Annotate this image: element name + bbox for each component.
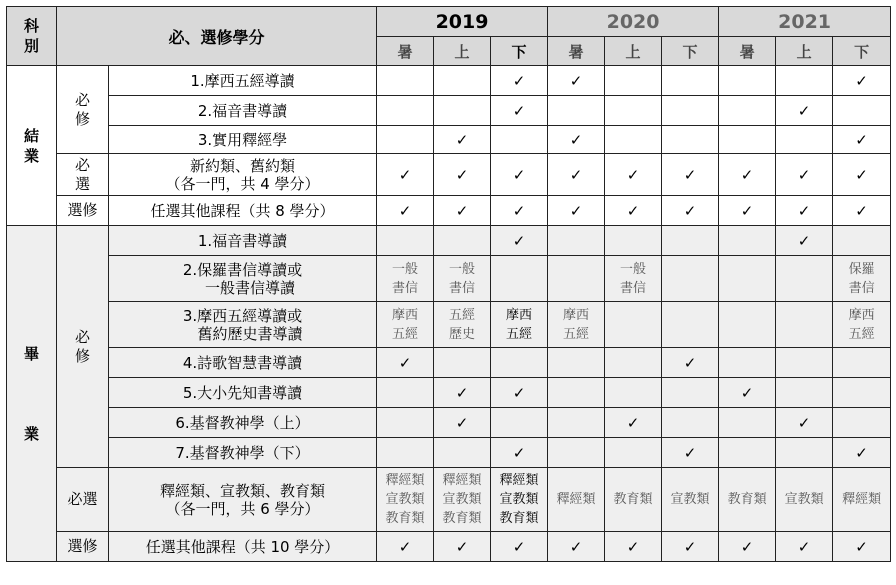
- course-name-cell: 任選其他課程（共 10 學分）: [109, 532, 377, 562]
- course-name-cell: 任選其他課程（共 8 學分）: [109, 196, 377, 226]
- offered-check-cell: ✓: [662, 196, 719, 226]
- empty-term-cell: [776, 378, 833, 408]
- empty-term-cell: [719, 96, 776, 126]
- empty-term-cell: [377, 126, 434, 154]
- course-row: [7, 378, 891, 408]
- term-header-2019-summer: 暑: [377, 37, 434, 66]
- offered-check-cell: ✓: [548, 154, 605, 196]
- empty-term-cell: [605, 96, 662, 126]
- subject-header: 必、選修學分: [57, 7, 377, 66]
- requirement-type-cell: 選修: [57, 532, 109, 562]
- course-row: [7, 126, 891, 154]
- empty-term-cell: [662, 126, 719, 154]
- empty-term-cell: [491, 256, 548, 302]
- term-header-2020-fall: 上: [605, 37, 662, 66]
- offered-check-cell: ✓: [833, 154, 891, 196]
- course-row: [7, 96, 891, 126]
- empty-term-cell: [491, 348, 548, 378]
- offered-check-cell: ✓: [833, 66, 891, 96]
- offered-check-cell: ✓: [776, 532, 833, 562]
- offered-check-cell: ✓: [833, 438, 891, 468]
- empty-term-cell: [719, 126, 776, 154]
- term-header-2021-spring: 下: [833, 37, 891, 66]
- course-name-cell: 7.基督教神學（下）: [109, 438, 377, 468]
- credit-table-container: [6, 6, 891, 562]
- offered-note-cell: 一般 書信: [377, 256, 434, 302]
- offered-note-cell: 五經 歷史: [434, 302, 491, 348]
- offered-check-cell: ✓: [491, 196, 548, 226]
- course-row: [7, 348, 891, 378]
- empty-term-cell: [833, 96, 891, 126]
- category-cell-graduation-cert: [7, 66, 57, 226]
- empty-term-cell: [377, 378, 434, 408]
- empty-term-cell: [548, 408, 605, 438]
- offered-check-cell: ✓: [434, 532, 491, 562]
- requirement-type-cell: 必 修: [57, 226, 109, 468]
- empty-term-cell: [377, 96, 434, 126]
- offered-check-cell: ✓: [776, 408, 833, 438]
- offered-check-cell: ✓: [377, 532, 434, 562]
- offered-note-cell: 釋經類 宣教類 教育類: [434, 468, 491, 532]
- course-row: [7, 154, 891, 196]
- empty-term-cell: [548, 96, 605, 126]
- offered-check-cell: ✓: [434, 196, 491, 226]
- empty-term-cell: [776, 302, 833, 348]
- offered-check-cell: ✓: [605, 408, 662, 438]
- empty-term-cell: [491, 126, 548, 154]
- course-name-cell: 1.摩西五經導讀: [109, 66, 377, 96]
- empty-term-cell: [833, 378, 891, 408]
- course-name-cell: 釋經類、宣教類、教育類 （各一門，共 6 學分）: [109, 468, 377, 532]
- offered-check-cell: ✓: [491, 378, 548, 408]
- course-row: [7, 66, 891, 96]
- offered-check-cell: ✓: [719, 378, 776, 408]
- offered-check-cell: ✓: [719, 532, 776, 562]
- empty-term-cell: [434, 96, 491, 126]
- offered-check-cell: ✓: [434, 126, 491, 154]
- offered-check-cell: ✓: [377, 196, 434, 226]
- empty-term-cell: [605, 126, 662, 154]
- course-name-cell: 2.保羅書信導讀或 一般書信導讀: [109, 256, 377, 302]
- offered-note-cell: 摩西 五經: [377, 302, 434, 348]
- empty-term-cell: [662, 378, 719, 408]
- offered-note-cell: 宣教類: [776, 468, 833, 532]
- offered-check-cell: ✓: [662, 532, 719, 562]
- credit-schedule-table: [6, 6, 891, 562]
- empty-term-cell: [776, 66, 833, 96]
- year-header-2021: 2021: [719, 7, 891, 37]
- empty-term-cell: [434, 438, 491, 468]
- offered-check-cell: ✓: [662, 348, 719, 378]
- requirement-type-cell: 必選: [57, 468, 109, 532]
- empty-term-cell: [662, 66, 719, 96]
- empty-term-cell: [605, 348, 662, 378]
- offered-check-cell: ✓: [491, 438, 548, 468]
- requirement-type-cell: 選修: [57, 196, 109, 226]
- offered-note-cell: 宣教類: [662, 468, 719, 532]
- offered-check-cell: ✓: [491, 532, 548, 562]
- course-row: [7, 408, 891, 438]
- category-label: 畢 業: [23, 344, 39, 443]
- course-row: [7, 256, 891, 302]
- category-cell-diploma: [7, 226, 57, 562]
- offered-check-cell: ✓: [833, 532, 891, 562]
- offered-check-cell: ✓: [491, 226, 548, 256]
- category-header: [7, 7, 57, 66]
- empty-term-cell: [605, 302, 662, 348]
- empty-term-cell: [605, 378, 662, 408]
- offered-check-cell: ✓: [605, 532, 662, 562]
- offered-check-cell: ✓: [776, 196, 833, 226]
- course-name-cell: 2.福音書導讀: [109, 96, 377, 126]
- empty-term-cell: [719, 256, 776, 302]
- empty-term-cell: [833, 348, 891, 378]
- course-row: [7, 468, 891, 532]
- term-header-2021-fall: 上: [776, 37, 833, 66]
- offered-check-cell: ✓: [491, 154, 548, 196]
- term-header-2019-fall: 上: [434, 37, 491, 66]
- offered-check-cell: ✓: [662, 438, 719, 468]
- empty-term-cell: [434, 66, 491, 96]
- offered-check-cell: ✓: [548, 532, 605, 562]
- empty-term-cell: [605, 66, 662, 96]
- category-label: 結 業: [23, 126, 39, 165]
- offered-check-cell: ✓: [548, 66, 605, 96]
- offered-note-cell: 摩西 五經: [548, 302, 605, 348]
- empty-term-cell: [776, 126, 833, 154]
- year-header-2019: 2019: [377, 7, 548, 37]
- offered-check-cell: ✓: [776, 96, 833, 126]
- empty-term-cell: [719, 408, 776, 438]
- course-row: [7, 226, 891, 256]
- offered-check-cell: ✓: [776, 154, 833, 196]
- requirement-type-cell: 必 修: [57, 66, 109, 154]
- offered-note-cell: 釋經類: [548, 468, 605, 532]
- empty-term-cell: [548, 226, 605, 256]
- offered-check-cell: ✓: [491, 96, 548, 126]
- offered-check-cell: ✓: [605, 196, 662, 226]
- offered-note-cell: 摩西 五經: [491, 302, 548, 348]
- offered-check-cell: ✓: [662, 154, 719, 196]
- offered-check-cell: ✓: [833, 196, 891, 226]
- empty-term-cell: [377, 438, 434, 468]
- offered-note-cell: 釋經類 宣教類 教育類: [377, 468, 434, 532]
- empty-term-cell: [719, 66, 776, 96]
- offered-note-cell: 一般 書信: [434, 256, 491, 302]
- course-row: [7, 196, 891, 226]
- course-row: [7, 438, 891, 468]
- empty-term-cell: [548, 256, 605, 302]
- empty-term-cell: [377, 66, 434, 96]
- course-name-cell: 1.福音書導讀: [109, 226, 377, 256]
- empty-term-cell: [719, 438, 776, 468]
- empty-term-cell: [548, 378, 605, 408]
- empty-term-cell: [776, 256, 833, 302]
- empty-term-cell: [833, 408, 891, 438]
- empty-term-cell: [434, 348, 491, 378]
- credit-table-body: [7, 66, 891, 562]
- empty-term-cell: [719, 348, 776, 378]
- course-row: [7, 302, 891, 348]
- empty-term-cell: [662, 256, 719, 302]
- term-header-2019-spring: 下: [491, 37, 548, 66]
- empty-term-cell: [491, 408, 548, 438]
- empty-term-cell: [605, 438, 662, 468]
- course-name-cell: 5.大小先知書導讀: [109, 378, 377, 408]
- course-name-cell: 新約類、舊約類 （各一門，共 4 學分）: [109, 154, 377, 196]
- course-name-cell: 4.詩歌智慧書導讀: [109, 348, 377, 378]
- empty-term-cell: [833, 226, 891, 256]
- term-header-2021-summer: 暑: [719, 37, 776, 66]
- offered-note-cell: 摩西 五經: [833, 302, 891, 348]
- empty-term-cell: [662, 302, 719, 348]
- empty-term-cell: [776, 438, 833, 468]
- term-header-2020-spring: 下: [662, 37, 719, 66]
- empty-term-cell: [776, 348, 833, 378]
- empty-term-cell: [719, 226, 776, 256]
- offered-note-cell: 釋經類 宣教類 教育類: [491, 468, 548, 532]
- empty-term-cell: [719, 302, 776, 348]
- empty-term-cell: [662, 226, 719, 256]
- requirement-type-cell: 必 選: [57, 154, 109, 196]
- empty-term-cell: [434, 226, 491, 256]
- offered-check-cell: ✓: [548, 126, 605, 154]
- offered-check-cell: ✓: [776, 226, 833, 256]
- empty-term-cell: [662, 96, 719, 126]
- offered-check-cell: ✓: [434, 378, 491, 408]
- offered-check-cell: ✓: [605, 154, 662, 196]
- year-header-2020: 2020: [548, 7, 719, 37]
- empty-term-cell: [548, 438, 605, 468]
- offered-note-cell: 教育類: [605, 468, 662, 532]
- empty-term-cell: [377, 226, 434, 256]
- empty-term-cell: [662, 408, 719, 438]
- course-name-cell: 6.基督教神學（上）: [109, 408, 377, 438]
- course-name-cell: 3.實用釋經學: [109, 126, 377, 154]
- term-header-2020-summer: 暑: [548, 37, 605, 66]
- empty-term-cell: [377, 408, 434, 438]
- course-name-cell: 3.摩西五經導讀或 舊約歷史書導讀: [109, 302, 377, 348]
- offered-check-cell: ✓: [434, 154, 491, 196]
- offered-note-cell: 教育類: [719, 468, 776, 532]
- course-row: [7, 532, 891, 562]
- offered-note-cell: 釋經類: [833, 468, 891, 532]
- offered-check-cell: ✓: [719, 196, 776, 226]
- offered-check-cell: ✓: [719, 154, 776, 196]
- offered-note-cell: 保羅 書信: [833, 256, 891, 302]
- category-header-label: 科 別: [23, 17, 39, 55]
- offered-check-cell: ✓: [491, 66, 548, 96]
- offered-note-cell: 一般 書信: [605, 256, 662, 302]
- empty-term-cell: [548, 348, 605, 378]
- offered-check-cell: ✓: [377, 154, 434, 196]
- offered-check-cell: ✓: [548, 196, 605, 226]
- offered-check-cell: ✓: [377, 348, 434, 378]
- offered-check-cell: ✓: [434, 408, 491, 438]
- empty-term-cell: [605, 226, 662, 256]
- offered-check-cell: ✓: [833, 126, 891, 154]
